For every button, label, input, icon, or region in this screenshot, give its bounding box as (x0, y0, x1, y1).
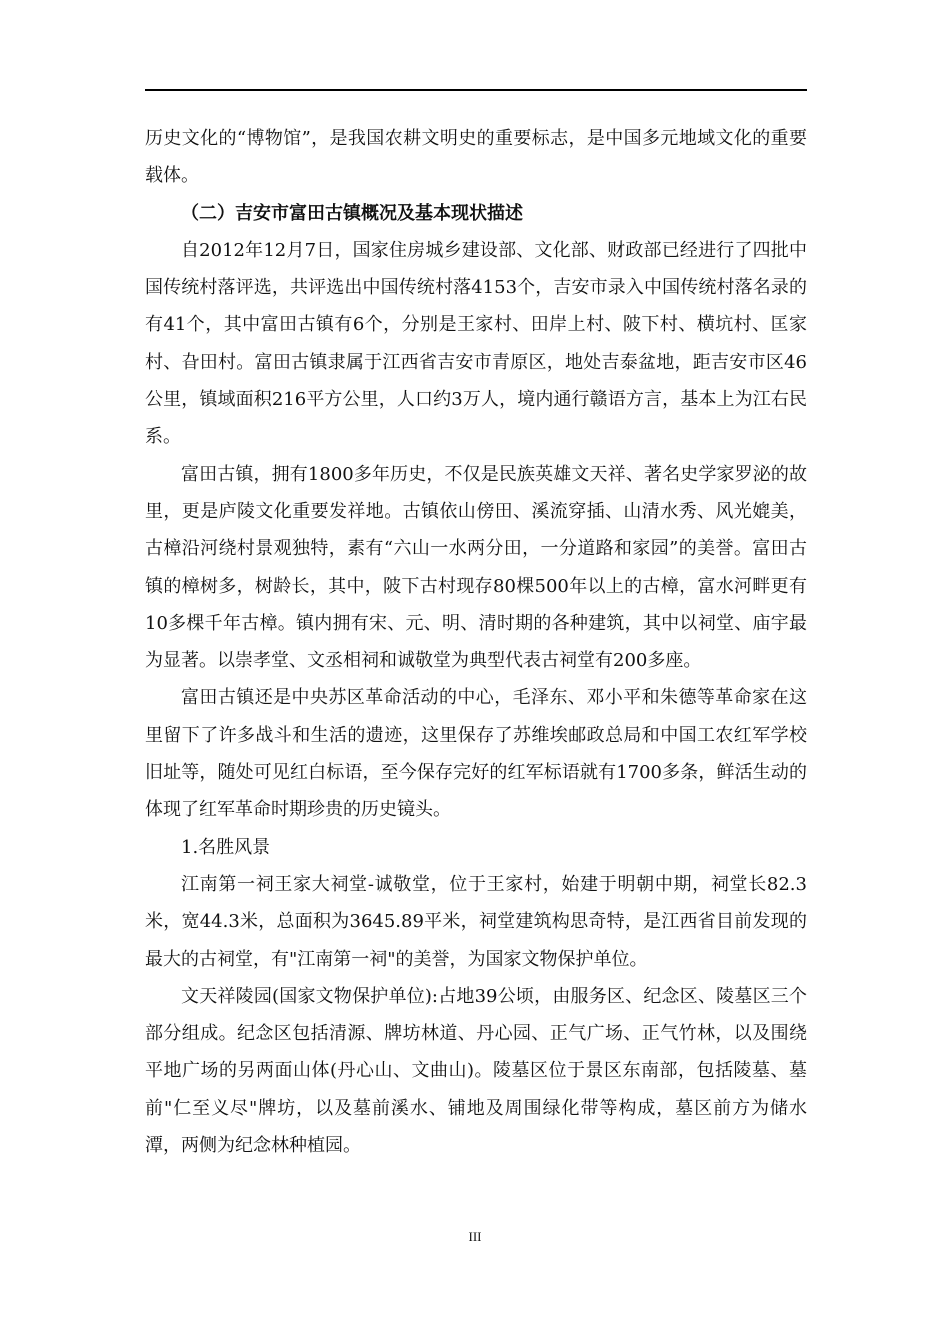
paragraph-continuation: 历史文化的“博物馆”，是我国农耕文明史的重要标志，是中国多元地域文化的重要载体。 (145, 128, 807, 187)
section-heading: （二）吉安市富田古镇概况及基本现状描述 (181, 202, 523, 224)
subsection-heading: 1.名胜风景 (181, 836, 271, 858)
header-rule (145, 89, 807, 91)
page-number: III (468, 1229, 482, 1244)
paragraph-ancestral-hall: 江南第一祠王家大祠堂-诚敬堂，位于王家村，始建于明朝中期，祠堂长82.3米，宽44.3米，总面积为3645.89平米，祠堂建筑构思奇特，是江西省目前发现的最大的古祠堂，有"江南第一祠"的美誉，为国家文物保护单位。 (145, 873, 807, 970)
paragraph-village-overview: 自2012年12月7日，国家住房城乡建设部、文化部、财政部已经进行了四批中国传统村落评选，共评选出中国传统村落4153个，吉安市录入中国传统村落名录的有41个，其中富田古镇有6个，分别是王家村、田岸上村、陂下村、横坑村、匡家村、旮田村。富田古镇隶属于江西省吉安市青原区，地处吉泰盆地，距吉安市区46公里，镇域面积216平方公里，人口约3万人，境内通行赣语方言，基本上为江右民系。 (145, 239, 807, 448)
paragraph-mausoleum: 文天祥陵园(国家文物保护单位):占地39公顷，由服务区、纪念区、陵墓区三个部分组成。纪念区包括清源、牌坊林道、丹心园、正气广场、正气竹林，以及围绕平地广场的另两面山体(丹心山、文曲山)。陵墓区位于景区东南部，包括陵墓、墓前"仁至义尽"牌坊，以及墓前溪水、铺地及周围绿化带等构成，墓区前方为储水潭，两侧为纪念林种植园。 (145, 985, 807, 1157)
paragraph-revolution-history: 富田古镇还是中央苏区革命活动的中心，毛泽东、邓小平和朱德等革命家在这里留下了许多战斗和生活的遗迹，这里保存了苏维埃邮政总局和中国工农红军学校旧址等，随处可见红白标语，至今保存完好的红军标语就有1700多条，鲜活生动的体现了红军革命时期珍贵的历史镜头。 (145, 687, 807, 821)
document-body (145, 120, 807, 1164)
paragraph-town-history: 富田古镇，拥有1800多年历史，不仅是民族英雄文天祥、著名史学家罗泌的故里，更是庐陵文化重要发祥地。古镇依山傍田、溪流穿插、山清水秀、风光媲美，古樟沿河绕村景观独特，素有“六山一水两分田，一分道路和家园”的美誉。富田古镇的樟树多，树龄长，其中，陂下古村现存80棵500年以上的古樟，富水河畔更有10多棵千年古樟。镇内拥有宋、元、明、清时期的各种建筑，其中以祠堂、庙宇最为显著。以崇孝堂、文丞相祠和诚敬堂为典型代表古祠堂有200多座。 (145, 463, 807, 672)
